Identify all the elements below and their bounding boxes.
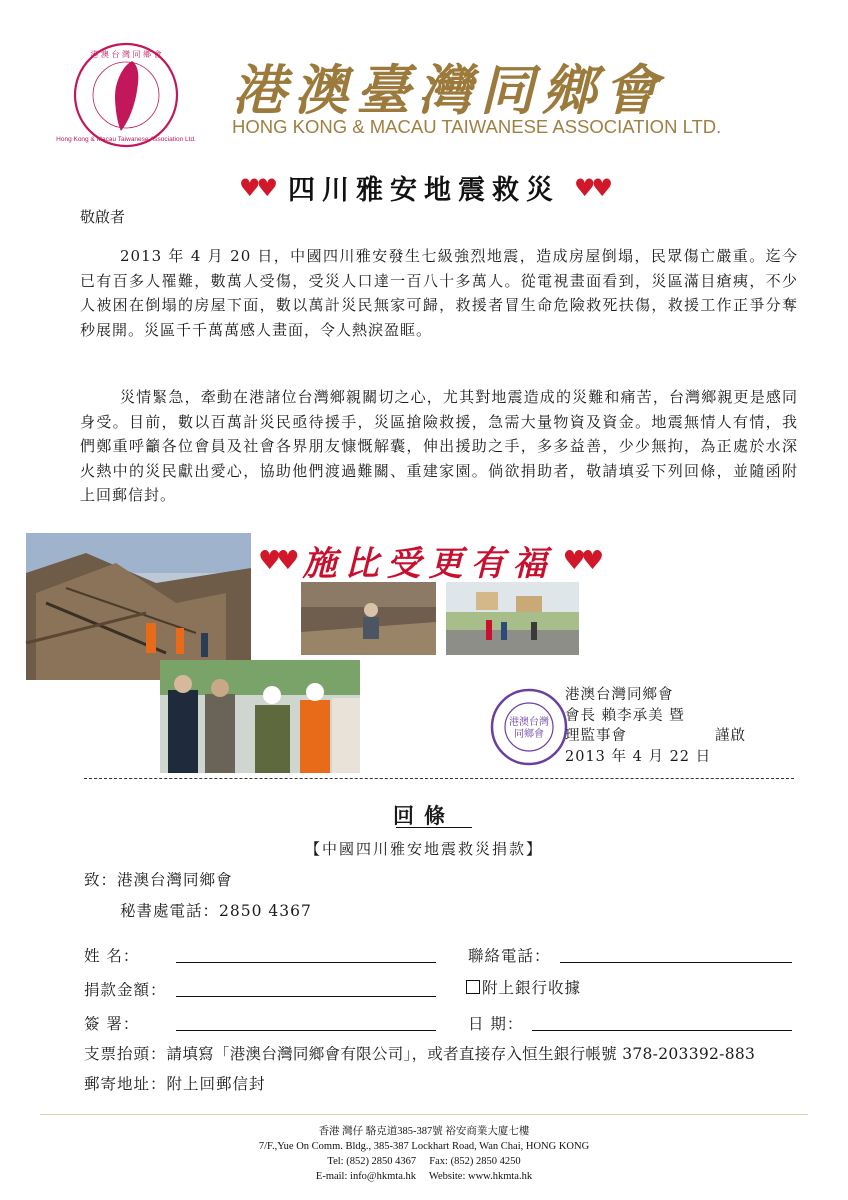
heart-icon: ♥♥ [258, 545, 295, 576]
letter-heading-row [0, 168, 848, 207]
photo-relief-street [446, 582, 579, 655]
body-paragraph-1: 2013 年 4 月 20 日，中國四川雅安發生七級強烈地震，造成房屋倒塌，民眾傷亡嚴重。迄今已有百多人罹難，數萬人受傷，受災人口達一百八十多萬人。從電視畫面看到，災區滿目瘡痍，不少人被困在倒塌的房屋下面，數以萬計災民無家可歸，救援者冒生命危險救死扶傷，救援工作正爭分奪秒展開。災區千千萬萬感人畫面，令人熱淚盈眶。 [80, 247, 798, 339]
slogan-row [258, 536, 599, 585]
heart-icon: ♥♥ [238, 173, 274, 202]
signature-block [565, 685, 746, 767]
association-logo-seal [56, 41, 196, 149]
reply-slip-title: 回條 [393, 804, 455, 828]
signature-field[interactable] [176, 1030, 436, 1031]
association-title-cn: 港澳臺灣同鄉會 [232, 58, 666, 122]
letter-heading: 四川雅安地震救災 [288, 175, 560, 206]
recipient-line: 致：港澳台灣同鄉會 [84, 871, 233, 889]
bank-receipt-checkbox[interactable] [466, 980, 480, 994]
body-paragraph-2: 災情緊急，牽動在港諸位台灣鄉親關切之心，尤其對地震造成的災難和痛苦，台灣鄉親更是感同身受。目前，數以百萬計災民亟待援手，災區搶險救援，急需大量物資及資金。地震無情人有情，我們鄭重呼籲各位會員及社會各界朋友慷慨解囊，伸出援助之手，多多益善，少少無拘，為正處於水深火熱中的災民獻出愛心，協助他們渡過難關、重建家園。倘欲捐助者，敬請填妥下列回條，並隨函附上回郵信封。 [80, 388, 798, 504]
photo-collapsed-buildings [26, 533, 251, 680]
svg-text:港 澳 台 灣 同 鄉 會: 港 澳 台 灣 同 鄉 會 [90, 50, 162, 59]
date-field[interactable] [532, 1030, 792, 1031]
cheque-payee-line: 支票抬頭：請填寫「港澳台灣同鄉會有限公司」，或者直接存入恒生銀行帳號 378-203392-883 [84, 1045, 756, 1063]
signature-board: 理監事會 謹啟 [565, 728, 746, 744]
footer-tel-fax: Tel: (852) 2850 4367 Fax: (852) 2850 4250 [327, 1156, 521, 1167]
heart-icon: ♥♥ [562, 545, 600, 576]
signature-president: 會長 賴李承美 暨 [565, 707, 685, 724]
reply-slip-subtitle: 【中國四川雅安地震救災捐款】 [304, 840, 543, 858]
date-label: 日 期： [468, 1015, 524, 1033]
name-label: 姓 名： [84, 947, 140, 965]
donation-amount-label: 捐款金額： [84, 981, 167, 999]
name-field[interactable] [176, 962, 436, 963]
footer-divider [40, 1114, 808, 1115]
photo-rescuers-carrying-child [160, 660, 360, 773]
heart-icon: ♥♥ [574, 173, 610, 202]
bank-receipt-option: 附上銀行收據 [466, 976, 581, 998]
svg-text:港澳台灣: 港澳台灣 [509, 717, 549, 728]
footer-email-website: E-mail: info@hkmta.hk Website: www.hkmta.hk [315, 1171, 533, 1182]
contact-phone-label: 聯絡電話： [468, 947, 551, 965]
signature-label: 簽 署： [84, 1015, 140, 1033]
footer-address-en: 7/F.,Yue On Comm. Bldg., 385-387 Lockhart Road, Wan Chai, HONG KONG [258, 1141, 590, 1152]
footer-contact [0, 1124, 848, 1184]
salutation: 敬啟者 [80, 208, 126, 226]
association-title-en: HONG KONG & MACAU TAIWANESE ASSOCIATION LTD. [232, 116, 722, 137]
svg-text:Hong Kong & Macau Taiwanese As: Hong Kong & Macau Taiwanese Association Ltd. [56, 136, 196, 143]
association-stamp [490, 688, 568, 766]
reply-title-underline [396, 827, 472, 828]
photo-elderly-survivor [301, 582, 436, 655]
cut-line-divider [84, 778, 794, 779]
svg-text:同鄉會: 同鄉會 [514, 729, 544, 740]
slogan: 施比受更有福 [302, 544, 555, 584]
donation-amount-field[interactable] [176, 996, 436, 997]
signature-date: 2013 年 4 月 22 日 [565, 748, 712, 765]
footer-address-cn: 香港 灣仔 駱克道385-387號 裕安商業大廈七樓 [318, 1126, 530, 1137]
contact-phone-field[interactable] [560, 962, 792, 963]
secretariat-phone: 秘書處電話：2850 4367 [120, 902, 312, 920]
mailing-address-line: 郵寄地址：附上回郵信封 [84, 1075, 266, 1093]
signature-org: 港澳台灣同鄉會 [565, 687, 674, 703]
